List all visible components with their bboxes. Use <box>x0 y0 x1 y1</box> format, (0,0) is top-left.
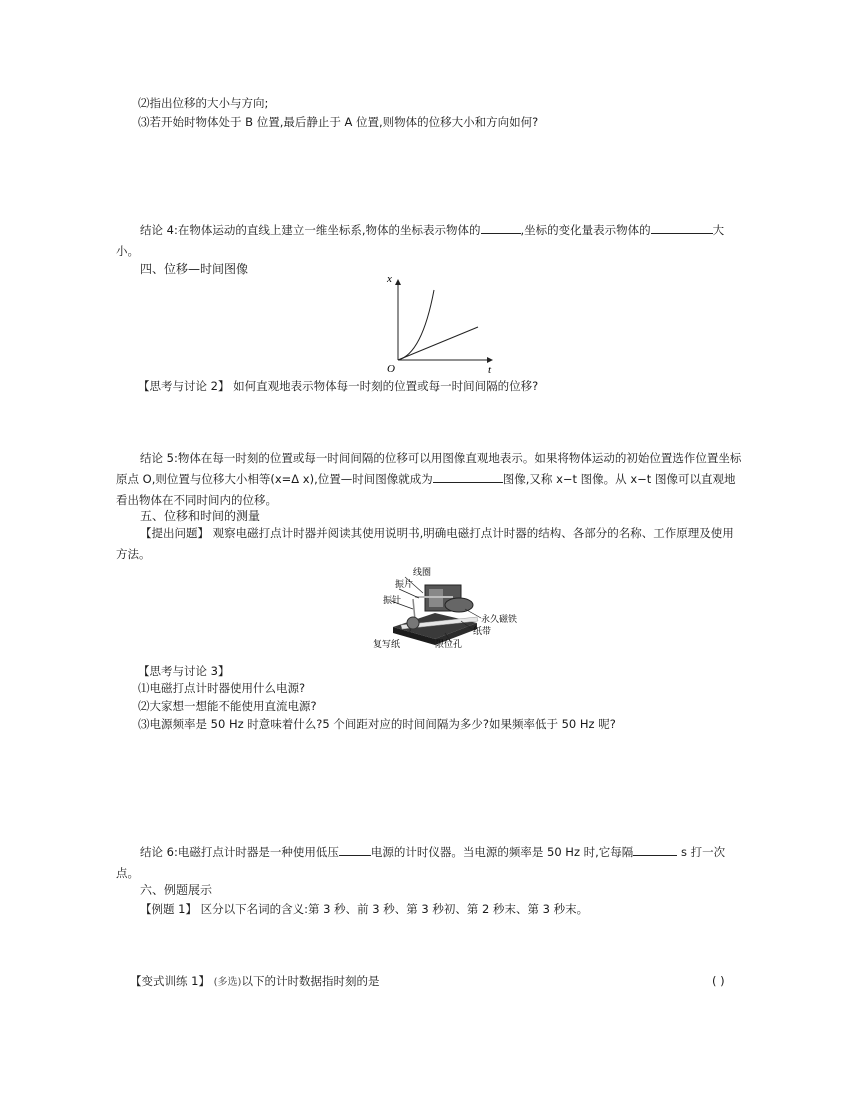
answer-parentheses[interactable]: ( ) <box>712 974 725 988</box>
conclusion-6-text-c: s 打一次点。 <box>116 845 726 880</box>
blank-2[interactable] <box>651 221 713 234</box>
conclusion-5 <box>116 448 744 511</box>
blank-3[interactable] <box>433 470 503 483</box>
blank-5[interactable] <box>633 843 677 856</box>
variant-1-multi: (多选) <box>213 977 242 988</box>
section-6-heading: 六、例题展示 <box>140 883 213 897</box>
conclusion-5-text-b: 图像,又称 x−t 图像。从 x−t 图像可以直观地看出物体在不同时间内的位移。 <box>116 472 736 507</box>
curve-line <box>398 290 434 360</box>
discussion-3-title: 【思考与讨论 3】 <box>138 664 230 678</box>
section-5-heading: 五、位移和时间的测量 <box>140 509 261 523</box>
section-4-heading: 四、位移—时间图像 <box>140 262 249 276</box>
conclusion-6-text-b: 电源的计时仪器。当电源的频率是 50 Hz 时,它每隔 <box>370 845 634 859</box>
discussion-2: 【思考与讨论 2】 如何直观地表示物体每一时刻的位置或每一时间间隔的位移? <box>138 379 539 393</box>
carbon-disc <box>407 617 419 629</box>
conclusion-4-text-b: ,坐标的变化量表示物体的 <box>520 223 651 237</box>
conclusion-4-text-a: 结论 4:在物体运动的直线上建立一维坐标系,物体的坐标表示物体的 <box>140 223 481 237</box>
discussion-3-q3: ⑶电源频率是 50 Hz 时意味着什么?5 个间距对应的时间间隔为多少?如果频率低于 50 Hz 呢? <box>138 717 616 731</box>
conclusion-4-text-c: 大小。 <box>116 223 725 258</box>
variant-1-text: 以下的计时数据指时刻的是 <box>241 974 380 988</box>
question-3: ⑶若开始时物体处于 B 位置,最后静止于 A 位置,则物体的位移大小和方向如何? <box>138 115 539 129</box>
conclusion-6-text-a: 结论 6:电磁打点计时器是一种使用低压 <box>140 845 339 859</box>
ask-question: 【提出问题】 观察电磁打点计时器并阅读其使用说明书,明确电磁打点计时器的结构、各部分的名称、工作原理及使用方法。 <box>116 526 734 561</box>
straight-line <box>398 327 478 360</box>
conclusion-6 <box>116 842 744 884</box>
blank-4[interactable] <box>339 843 371 856</box>
origin-label: O <box>387 363 395 375</box>
label-coil: 线圈 <box>413 567 432 577</box>
label-vibrating-reed: 振片 <box>395 579 414 589</box>
x-axis-label: t <box>488 364 492 376</box>
discussion-3-q2: ⑵大家想一想能不能使用直流电源? <box>138 699 317 713</box>
position-time-graph <box>360 270 510 376</box>
electromagnetic-timer-figure <box>365 565 525 653</box>
question-2: ⑵指出位移的大小与方向; <box>138 96 269 110</box>
blank-1[interactable] <box>481 221 521 234</box>
example-1: 【例题 1】 区分以下名词的含义:第 3 秒、前 3 秒、第 3 秒初、第 2 秒末、第 3 秒末。 <box>140 902 589 916</box>
label-magnet: 永久磁铁 <box>481 614 518 624</box>
label-tape: 纸带 <box>473 626 492 636</box>
discussion-3-q1: ⑴电磁打点计时器使用什么电源? <box>138 681 306 695</box>
y-axis-label: x <box>387 273 392 285</box>
conclusion-4 <box>116 220 744 262</box>
label-carbon-paper: 复写纸 <box>373 639 401 649</box>
label-limit-hole: 限位孔 <box>435 639 463 649</box>
label-needle: 振针 <box>383 595 402 605</box>
conclusion-5-text-a: 结论 5:物体在每一时刻的位置或每一时间间隔的位移可以用图像直观地表示。如果将物体运动的初始位置选作位置坐标原点 O,则位置与位移大小相等(x=Δ x),位置—时间图像就成为 <box>116 451 742 486</box>
variant-1 <box>130 973 379 991</box>
variant-1-label: 【变式训练 1】 <box>130 974 210 988</box>
magnet-icon <box>445 598 473 612</box>
